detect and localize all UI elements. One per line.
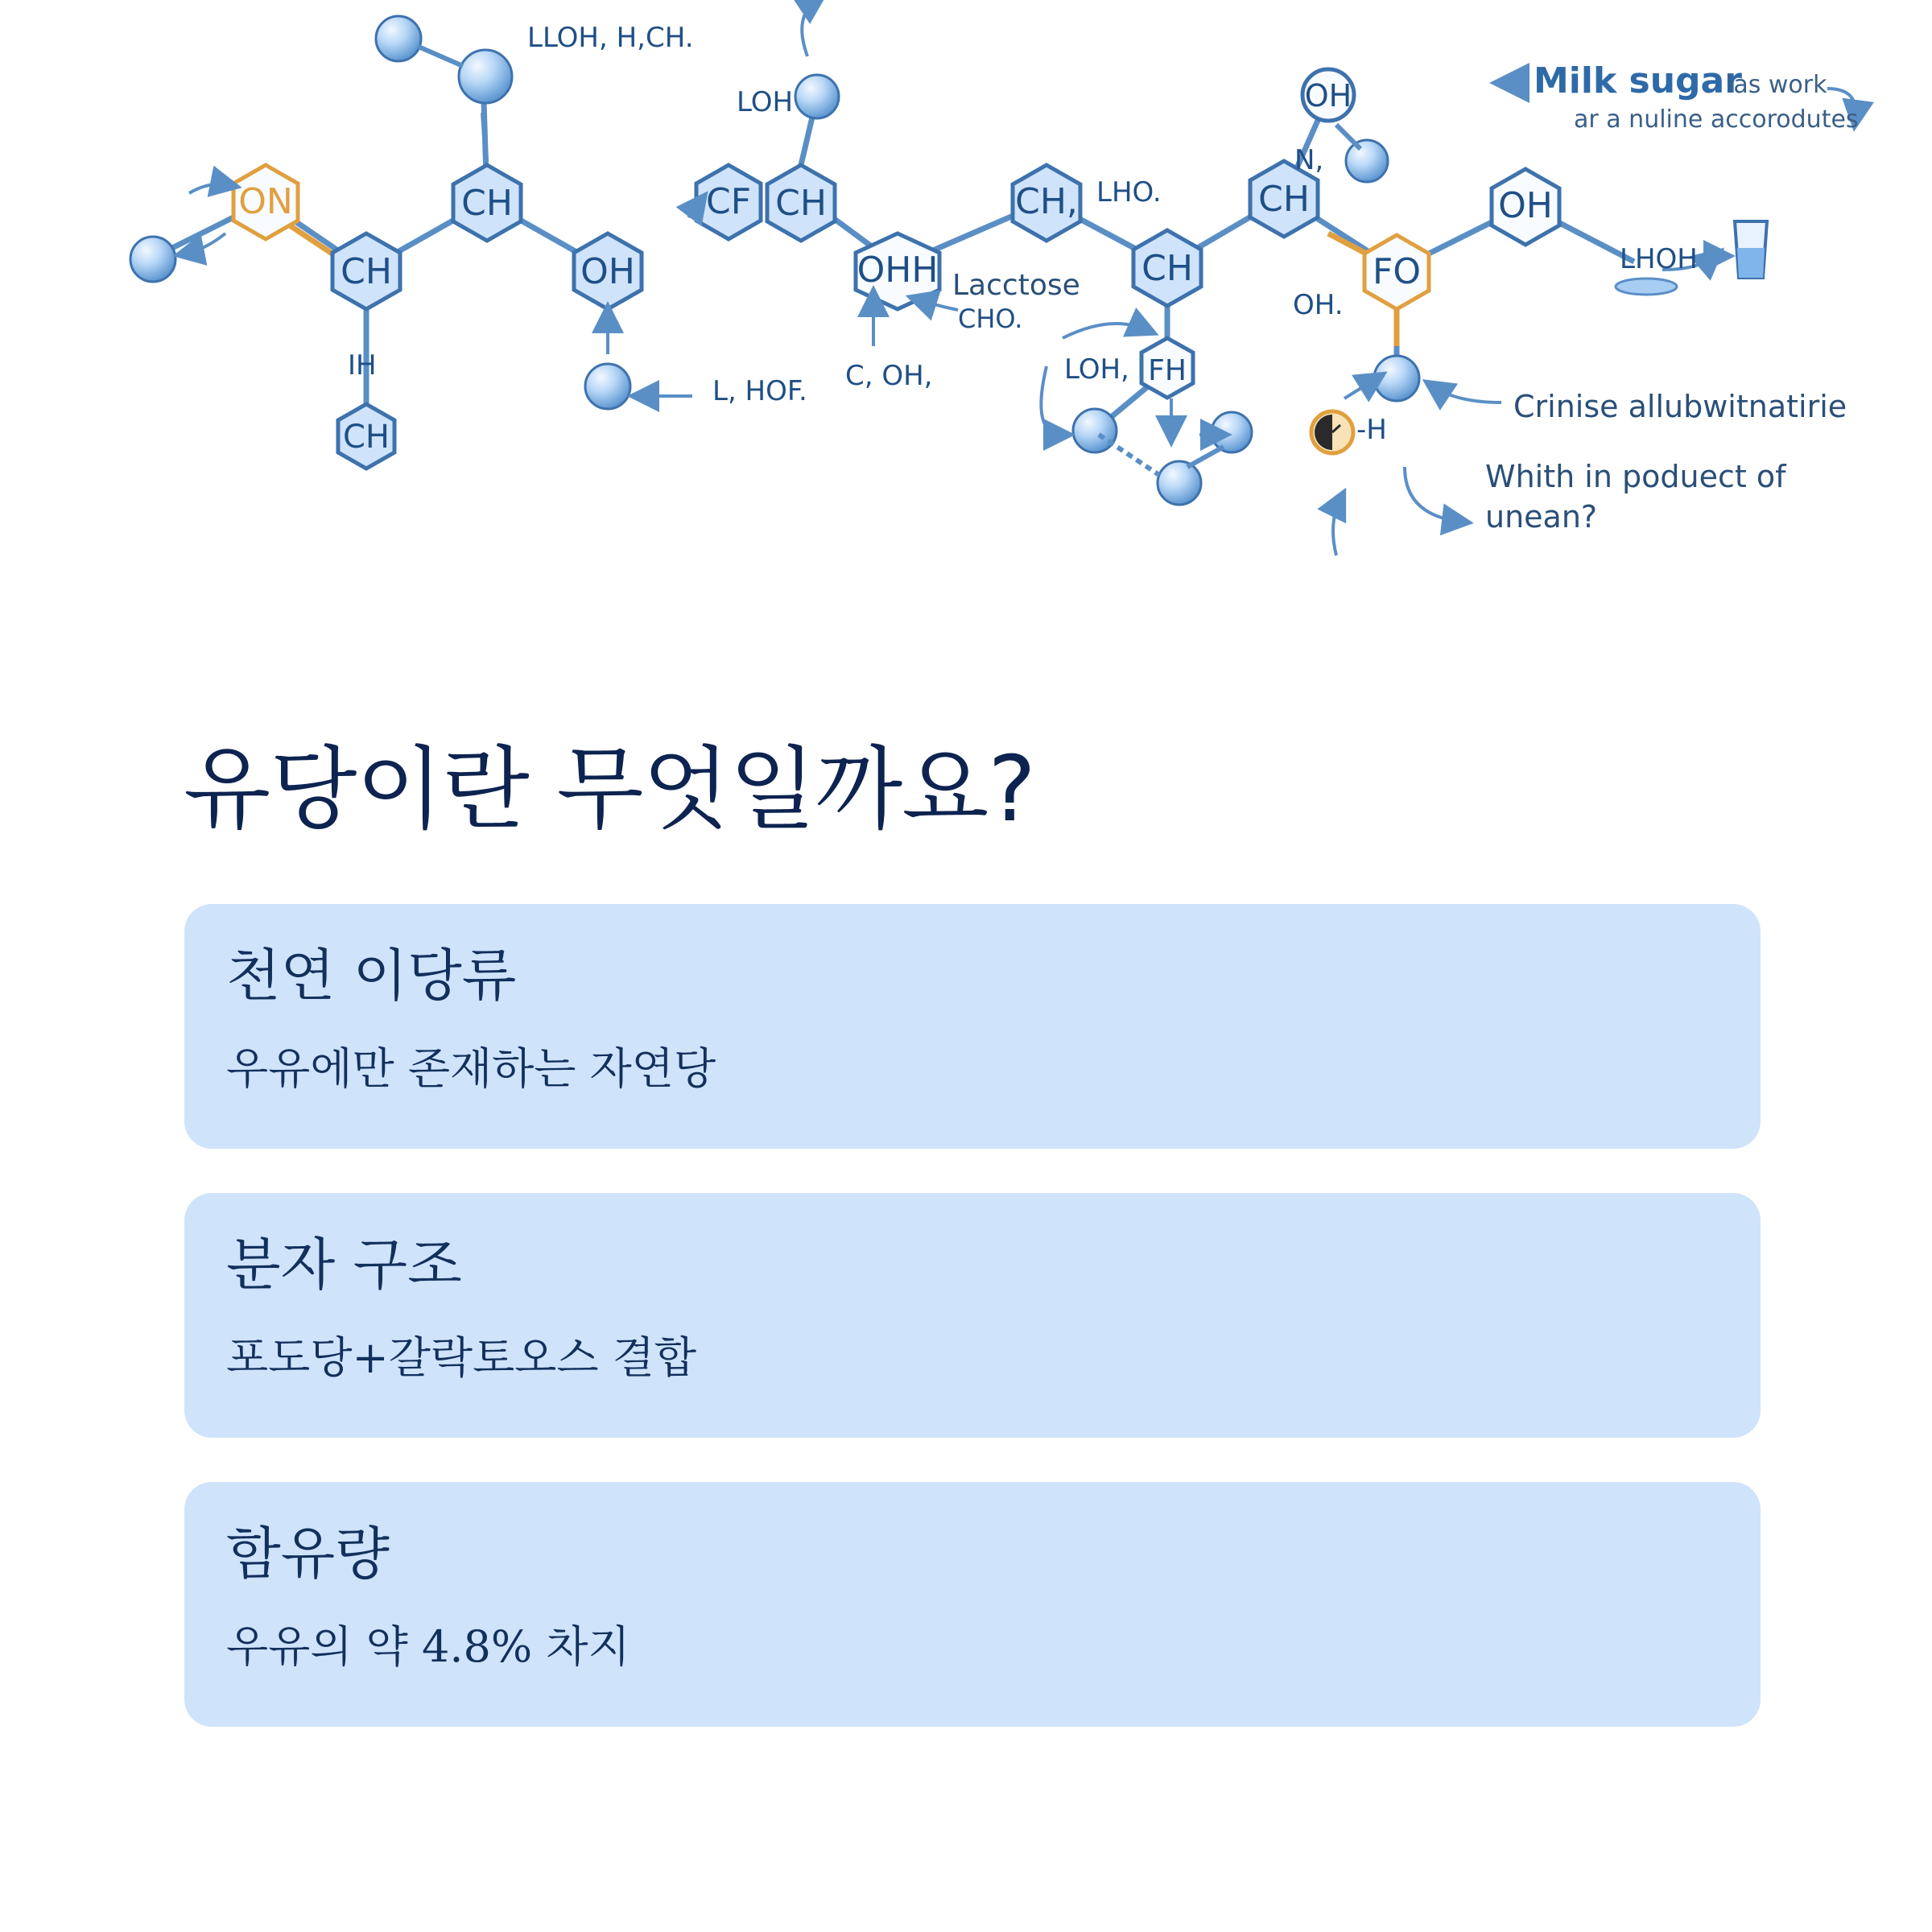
svg-text:N,: N, <box>1294 144 1324 176</box>
crinise-note: Crinise allubwitnatirie <box>1513 389 1847 424</box>
svg-text:ar a nuline accorodutes: ar a nuline accorodutes <box>1574 105 1859 134</box>
svg-text:CH,: CH, <box>1015 181 1078 222</box>
card-body: 우유의 약 4.8% 차지 <box>226 1621 630 1672</box>
card-heading: 천연 이당류 <box>226 943 517 1009</box>
svg-text:LOH: LOH <box>737 86 794 118</box>
svg-text:CH: CH <box>1258 179 1310 220</box>
svg-text:Milk sugar: Milk sugar <box>1534 60 1742 101</box>
svg-text:CH: CH <box>1141 248 1193 289</box>
svg-text:-H: -H <box>1356 414 1387 446</box>
svg-text:CF: CF <box>705 181 752 222</box>
svg-text:C, OH,: C, OH, <box>845 360 933 392</box>
svg-text:CH: CH <box>342 419 390 456</box>
svg-text:LLOH, H,CH.: LLOH, H,CH. <box>527 22 694 54</box>
card-heading: 분자 구조 <box>226 1232 462 1298</box>
page-title: 유당이란 무엇일까요? <box>184 737 1035 842</box>
svg-text:CH: CH <box>341 251 392 292</box>
svg-text:OH: OH <box>580 251 635 292</box>
svg-text:CH: CH <box>461 183 513 224</box>
svg-text:Lacctose: Lacctose <box>952 269 1080 302</box>
whith-note-line-1: Whith in poduect of <box>1485 459 1786 494</box>
svg-text:OHH: OHH <box>857 250 939 291</box>
svg-text:OH: OH <box>1498 185 1553 226</box>
card-heading: 함유량 <box>226 1521 390 1587</box>
svg-text:ON: ON <box>238 181 293 222</box>
clock-icon <box>1311 411 1353 453</box>
svg-text:CHO.: CHO. <box>958 303 1023 334</box>
svg-text:LHOH: LHOH <box>1620 243 1698 275</box>
svg-text:LHO.: LHO. <box>1096 176 1162 208</box>
card-body: 포도당+갈락토오스 결합 <box>226 1332 697 1383</box>
svg-text:las work: las work <box>1727 71 1827 99</box>
svg-text:IH: IH <box>348 349 377 382</box>
card-body: 우유에만 존재하는 자연당 <box>226 1043 716 1094</box>
info-card-content-amount <box>184 1482 1761 1727</box>
milk-sugar-note <box>1505 60 1859 134</box>
info-card-natural-disaccharide <box>184 904 1761 1149</box>
atom-hexagons <box>233 69 1559 469</box>
accent-bonds <box>278 217 1397 346</box>
svg-text:LOH,: LOH, <box>1064 353 1129 386</box>
svg-text:FH: FH <box>1148 354 1187 387</box>
svg-text:FO: FO <box>1373 251 1421 292</box>
svg-text:OH: OH <box>1304 78 1352 114</box>
svg-text:CH: CH <box>775 183 827 224</box>
info-card-molecular-structure <box>184 1193 1761 1438</box>
svg-text:L, HOF.: L, HOF. <box>712 375 807 407</box>
molecule-illustration <box>0 0 1932 580</box>
whith-note-line-2: unean? <box>1485 499 1598 535</box>
svg-text:OH.: OH. <box>1293 289 1344 321</box>
